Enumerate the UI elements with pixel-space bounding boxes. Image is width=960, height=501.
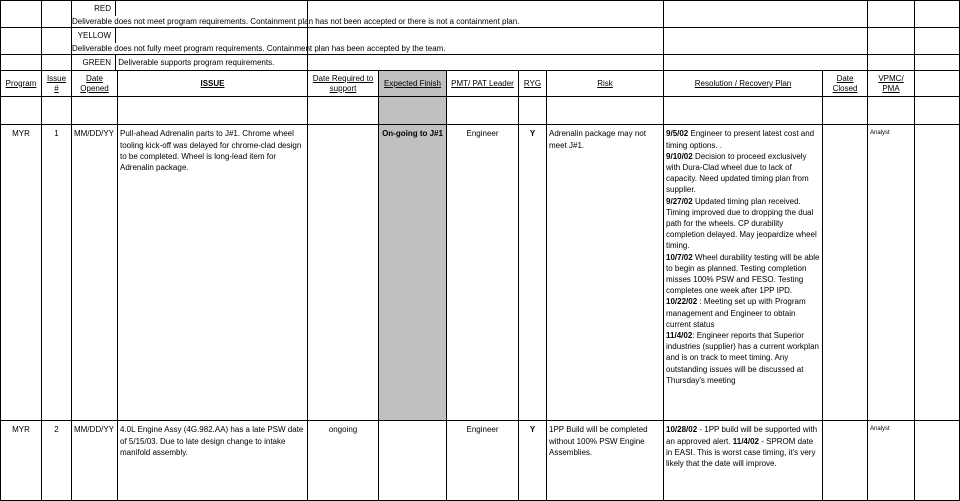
resolution-text: Wheel durability testing will be able to begin as planned. Testing completion misses 100% PSW and FESO. Testing completes one week after 1PP IPD. (666, 252, 820, 296)
resolution-text: Engineer to present latest cost and timing options. . (666, 129, 815, 150)
resolution-date: 11/4/02 (666, 331, 693, 341)
header-resolution: Resolution / Recovery Plan (664, 71, 823, 97)
legend-label: GREEN (72, 55, 116, 70)
header-issue: ISSUE (118, 71, 308, 97)
header-risk: Risk (547, 71, 664, 97)
cell-ryg: Y (519, 421, 547, 501)
header-row (1, 71, 960, 97)
cell-date-required (308, 125, 379, 421)
header-ryg: RYG (519, 71, 547, 97)
legend-text: Deliverable does not meet program requirements. Containment plan has not been accepted or there is not a containment plan. (72, 17, 520, 26)
cell-expected-finish: On-going to J#1 (379, 125, 447, 421)
resolution-date: 9/10/02 (666, 151, 693, 161)
cell-vpmc: Analyst (868, 125, 915, 421)
cell-issue: Pull-ahead Adrenalin parts to J#1. Chrome wheel tooling kick-off was delayed for chrome-clad design to be completed. Wheel is long-lead item for Adrenalin package. (118, 125, 308, 421)
resolution-date: 9/27/02 (666, 196, 693, 206)
cell-program: MYR (1, 421, 42, 501)
cell-risk: 1PP Build will be completed without 100% PSW Engine Assemblies. (547, 421, 664, 501)
header-program: Program (1, 71, 42, 97)
cell-date-opened: MM/DD/YY (72, 421, 118, 501)
header-issue-number: Issue # (42, 71, 72, 97)
header-pmt-leader: PMT/ PAT Leader (447, 71, 519, 97)
header-vpmc: VPMC/ PMA (868, 71, 915, 97)
resolution-date: 10/28/02 (666, 425, 698, 435)
cell-risk: Adrenalin package may not meet J#1. (547, 125, 664, 421)
legend-text: Deliverable supports program requirements. (118, 58, 275, 68)
resolution-date: 10/22/02 (666, 297, 698, 307)
table-row (1, 421, 960, 501)
resolution-date: 9/5/02 (666, 129, 689, 139)
cell-resolution (664, 125, 823, 421)
header-date-closed: Date Closed (823, 71, 868, 97)
spacer-row (1, 97, 960, 125)
cell-date-closed (823, 125, 868, 421)
cell-resolution (664, 421, 823, 501)
cell-date-closed (823, 421, 868, 501)
resolution-text: : Engineer reports that Superior industries (supplier) has a current workplan and is on track to meet timing. Any outstanding issues will be discussed at Thursday's meeting (666, 331, 819, 385)
legend-label: RED (72, 1, 116, 16)
resolution-text: : Meeting set up with Program management and Engineer to obtain current status (666, 297, 806, 329)
resolution-text: Updated timing plan received. Timing improved due to dropping the dual path for the wheels. CP durability completion delayed. May jeopardize wheel timing. (666, 196, 817, 251)
resolution-text: - SPROM date in EASI. This is worst case timing, it's very likely that the date will improve. (666, 436, 816, 469)
resolution-date: 11/4/02 (732, 436, 759, 446)
legend-label: YELLOW (72, 28, 116, 43)
cell-issue-number: 1 (42, 125, 72, 421)
legend-text: Deliverable does not fully meet program requirements. Containment plan has been accepted by the team. (72, 44, 446, 54)
table-row (1, 125, 960, 421)
cell-ryg: Y (519, 125, 547, 421)
cell-date-opened: MM/DD/YY (72, 125, 118, 421)
cell-expected-finish (379, 421, 447, 501)
resolution-text: Decision to proceed exclusively with Dura-Clad wheel due to lack of capacity. Need updated timing plan from supplier. (666, 151, 809, 195)
cell-issue-number: 2 (42, 421, 72, 501)
header-date-required: Date Required to support (308, 71, 379, 97)
resolution-date: 10/7/02 (666, 252, 693, 262)
cell-program: MYR (1, 125, 42, 421)
resolution-text: - 1PP build will be supported with an approved alert. (666, 425, 818, 446)
header-date-opened: Date Opened (72, 71, 118, 97)
legend-row-yellow (1, 28, 960, 55)
cell-vpmc: Analyst (868, 421, 915, 501)
cell-issue: 4.0L Engine Assy (4G.982.AA) has a late PSW date of 5/15/03. Due to late design change to intake manifold assembly. (118, 421, 308, 501)
legend-row-red (1, 1, 960, 28)
legend-row-green (1, 55, 960, 71)
cell-pmt-leader: Engineer (447, 125, 519, 421)
header-expected-finish: Expected Finish (379, 71, 447, 97)
cell-pmt-leader: Engineer (447, 421, 519, 501)
cell-date-required: ongoing (308, 421, 379, 501)
